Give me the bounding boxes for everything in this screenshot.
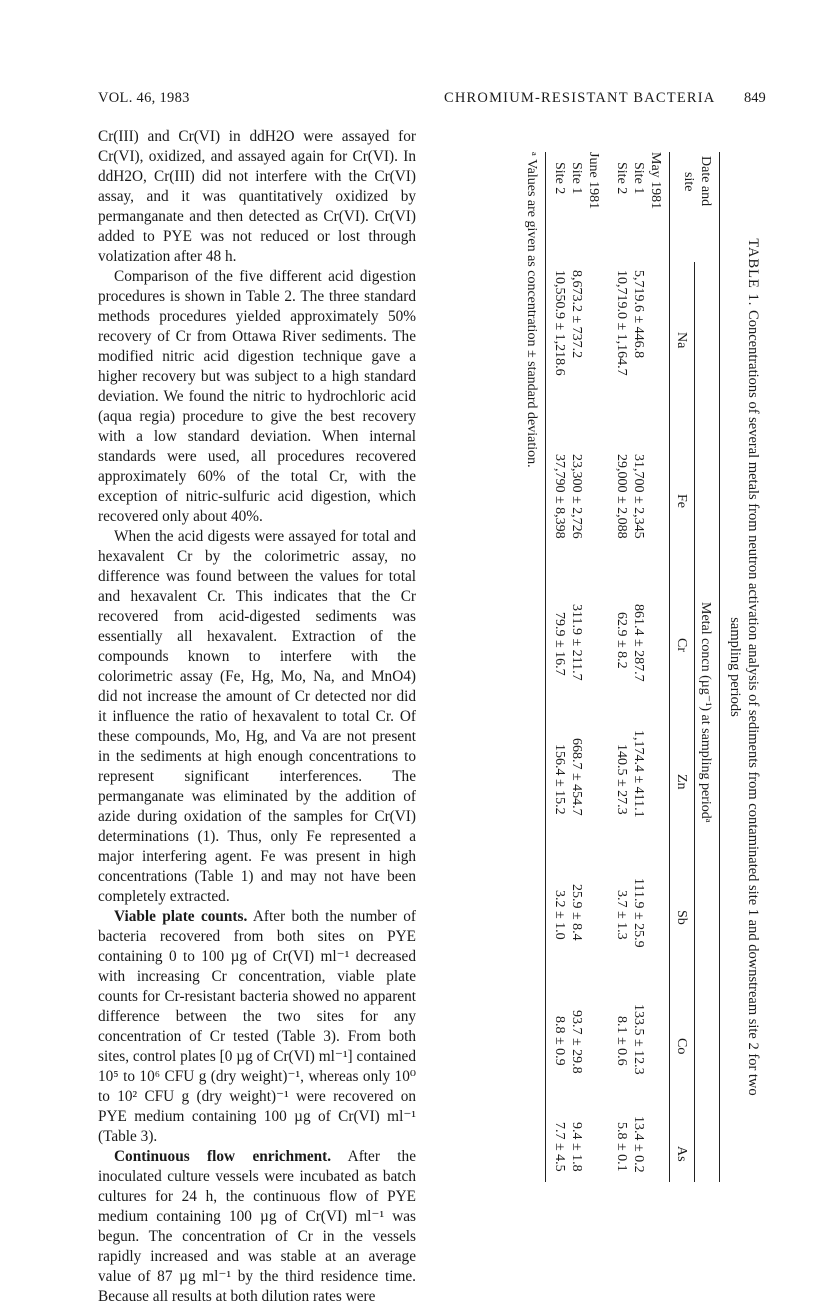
cell-may-site1-cr: 861.4 ± 287.7 xyxy=(631,604,646,682)
cell-may-site1-as: 13.4 ± 0.2 xyxy=(631,1116,646,1173)
cell-june-site1-co: 93.7 ± 29.8 xyxy=(569,1010,584,1074)
cell-june-site2-fe: 37,790 ± 8,398 xyxy=(552,454,567,539)
col-header-as: As xyxy=(674,1146,689,1162)
cell-june-site2-as: 7.7 ± 4.5 xyxy=(552,1122,567,1172)
cell-june-site1-na: 8,673.2 ± 737.2 xyxy=(569,270,584,359)
cell-may-site2-fe: 29,000 ± 2,088 xyxy=(614,454,629,539)
row-site-label: Site 2 xyxy=(552,162,567,195)
cell-may-site1-co: 133.5 ± 12.3 xyxy=(631,1004,646,1075)
cell-may-site2-na: 10,719.0 ± 1,164.7 xyxy=(614,270,629,376)
paragraph-4-text: After both the number of bacteria recovered from both sites on PYE containing 0 to 100 µg of Cr(VI) ml⁻¹ decreased with increasing Cr concentration, viable plate counts for Cr-resistant bacteria showed no apparent difference between the two sites for any concentration of Cr tested (Table 3). From both sites, control plates [0 µg of Cr(VI) ml⁻¹] contained 10⁵ to 10⁶ CFU g (dry weight)⁻¹, whereas only 10⁰ to 10² CFU g (dry weight)⁻¹ were recovered on PYE medium containing 100 µg of Cr(VI) ml⁻¹ (Table 3). xyxy=(98,908,417,1145)
table-top-rule xyxy=(719,152,720,1182)
col-header-zn: Zn xyxy=(674,774,689,790)
table-1 xyxy=(440,152,762,1182)
cell-may-site2-zn: 140.5 ± 27.3 xyxy=(614,744,629,815)
period-label-june-1981: June 1981 xyxy=(586,152,601,210)
cell-june-site2-co: 8.8 ± 0.9 xyxy=(552,1016,567,1066)
col-header-fe: Fe xyxy=(674,494,689,508)
row-site-label: Site 2 xyxy=(614,162,629,195)
table-caption-line-1: Concentrations of several metals from neutron activation analysis of sediments from contaminated site 1 and downstream site 2 for two xyxy=(745,310,761,1096)
cell-may-site1-zn: 1,174.4 ± 411.1 xyxy=(631,730,646,818)
cell-may-site2-cr: 62.9 ± 8.2 xyxy=(614,612,629,669)
section-heading-continuous-flow: Continuous flow enrichment. xyxy=(114,1148,332,1165)
cell-may-site1-na: 5,719.6 ± 446.8 xyxy=(631,270,646,359)
col-header-sb: Sb xyxy=(674,910,689,925)
cell-may-site2-as: 5.8 ± 0.1 xyxy=(614,1122,629,1172)
section-heading-viable-plate-counts: Viable plate counts. xyxy=(114,908,248,925)
running-title: CHROMIUM-RESISTANT BACTERIA xyxy=(444,90,716,106)
cell-may-site2-sb: 3.7 ± 1.3 xyxy=(614,890,629,940)
row-site-label: Site 1 xyxy=(631,162,646,195)
cell-may-site2-co: 8.1 ± 0.6 xyxy=(614,1016,629,1066)
paragraph-1: Cr(III) and Cr(VI) in ddH2O were assayed for Cr(VI), oxidized, and assayed again for Cr(VI). In ddH2O, Cr(III) did not interfere with the Cr(VI) assay, and it was quantitatively oxidized by permanganate and then detected as Cr(VI). Cr(VI) added to PYE was not reduced or lost through volatization after 48 h. xyxy=(98,128,416,265)
cell-may-site1-sb: 111.9 ± 25.9 xyxy=(631,878,646,948)
table-footnote: ᵃ Values are given as concentration ± standard deviation. xyxy=(524,152,539,468)
table-caption-line-2: sampling periods xyxy=(727,617,743,717)
paragraph-5-text: After the inoculated culture vessels were incubated as batch cultures for 24 h, the continuous flow of PYE medium containing 100 µg of Cr(VI) ml⁻¹ was begun. The concentration of Cr in the vessels rapidly increased and was stable at an average value of 87 µg ml⁻¹ by the third residence time. Because all results at both dilution rates were xyxy=(98,1148,416,1305)
group-header-rule xyxy=(694,262,695,1182)
col-header-cr: Cr xyxy=(674,638,689,652)
paragraph-2: Comparison of the five different acid digestion procedures is shown in Table 2. The three standard methods procedures yielded approximately 50% recovery of Cr from Ottawa River sediments. The modified nitric acid digestion technique gave a higher recovery but was subject to a high standard deviation. We found the nitric to hydrochloric acid (aqua regia) procedure to give the best recovery with a low standard deviation. When internal standards were used, all procedures recovered approximately 60% of the total Cr, with the exception of nitric-sulfuric acid digestion, which recovered only about 40%. xyxy=(98,268,416,525)
cell-june-site1-sb: 25.9 ± 8.4 xyxy=(569,884,584,941)
col-header-date-site-1: Date and xyxy=(698,156,713,207)
page-number: 849 xyxy=(744,90,766,106)
cell-june-site2-cr: 79.9 ± 16.7 xyxy=(552,612,567,676)
volume-label: VOL. 46, 1983 xyxy=(98,90,190,106)
col-header-date-site-2: site xyxy=(681,172,696,192)
cell-june-site1-zn: 668.7 ± 454.7 xyxy=(569,738,584,816)
table-bottom-rule xyxy=(545,152,546,1182)
cell-june-site2-na: 10,550.9 ± 1,218.6 xyxy=(552,270,567,376)
cell-june-site1-as: 9.4 ± 1.8 xyxy=(569,1122,584,1172)
col-header-co: Co xyxy=(674,1038,689,1055)
paragraph-3: When the acid digests were assayed for total and hexavalent Cr by the colorimetric assay, no difference was found between the values for total and hexavalent Cr. This indicates that the Cr recovered from acid-digested sediments was essentially all hexavalent. Extraction of the compounds known to interfere with the colorimetric assay (Fe, Hg, Mo, Na, and MnO4) did not increase the amount of Cr detected nor did it influence the ratio of hexavalent to total Cr. Of these compounds, Mo, Hg, and Va are not present in the sediments at high enough concentrations to represent significant interferences. The permanganate was eliminated by the addition of azide during oxidation of the samples for Cr(VI) determinations (1). Thus, only Fe represented a major interfering agent. Fe was present in high concentrations (Table 1) and may not have been completely extracted. xyxy=(98,528,416,905)
row-site-label: Site 1 xyxy=(569,162,584,195)
period-label-may-1981: May 1981 xyxy=(648,152,663,210)
cell-june-site2-sb: 3.2 ± 1.0 xyxy=(552,890,567,940)
group-header-metal-concn: Metal concn (µg⁻¹) at sampling periodᵃ xyxy=(698,602,713,823)
cell-june-site1-fe: 23,300 ± 2,726 xyxy=(569,454,584,539)
paragraph-4 xyxy=(98,907,416,1147)
paragraph-5 xyxy=(98,1147,416,1307)
table-label: TABLE 1. xyxy=(745,238,761,307)
col-header-na: Na xyxy=(674,332,689,349)
cell-june-site1-cr: 311.9 ± 211.7 xyxy=(569,604,584,681)
running-header xyxy=(0,90,816,114)
body-text-column xyxy=(98,127,416,1307)
cell-may-site1-fe: 31,700 ± 2,345 xyxy=(631,454,646,539)
cell-june-site2-zn: 156.4 ± 15.2 xyxy=(552,744,567,815)
table-caption xyxy=(726,152,762,1182)
table-header-rule xyxy=(669,152,670,1182)
